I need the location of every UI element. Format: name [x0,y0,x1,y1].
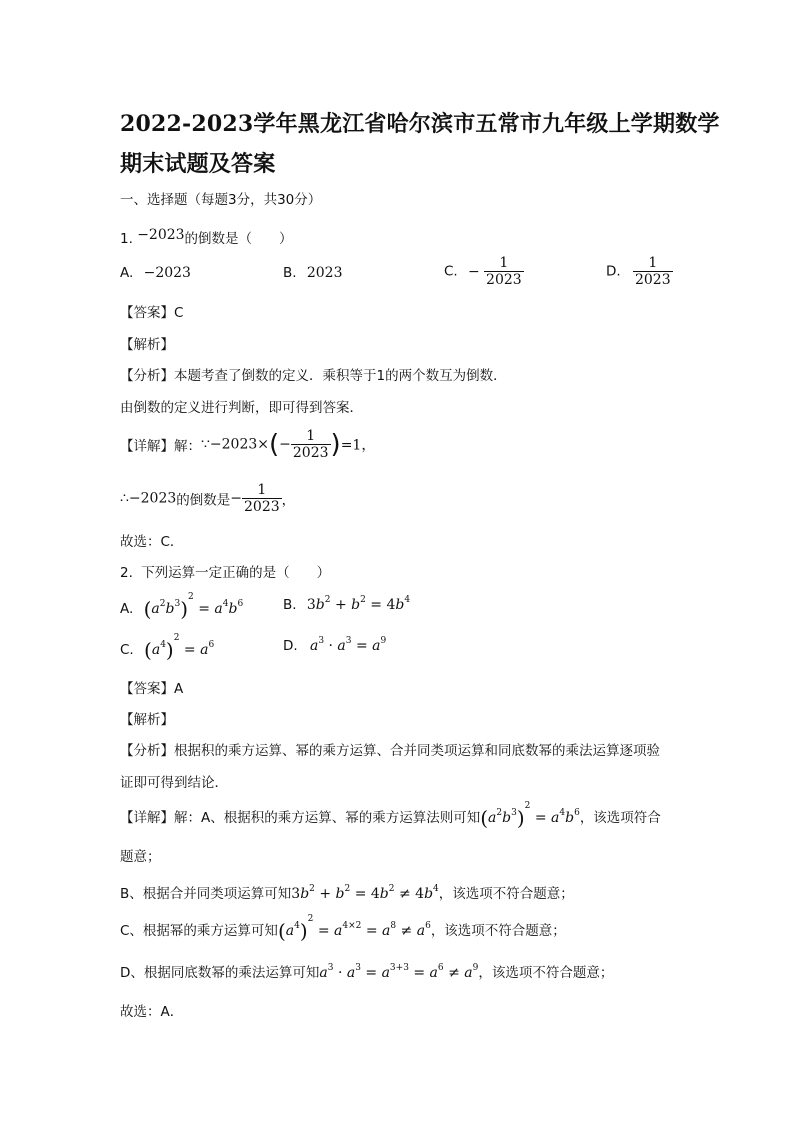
fraction-numerator: 1 [648,255,658,271]
right-paren-icon: ) [330,429,341,460]
q1-option-c [444,255,524,288]
q1-stem [120,227,293,247]
q1-conclusion-end: ， [281,492,296,509]
q1-option-a [120,265,191,281]
q2-detail-b-prefix: B、根据合并同类项运算可知 [120,886,292,902]
fraction-denominator: 2023 [634,272,671,288]
q1-math: −2023 [137,227,185,243]
q2-analysis-line1: 【分析】根据积的乘方运算、幂的乘方运算、合并同类项运算和同底数幂的乘法运算逐项验 [120,743,660,759]
q1-option-d [606,255,673,288]
q2-detail-a-prefix: 【详解】解：A、根据积的乘方运算、幂的乘方运算法则可知 [120,810,481,826]
q1-detail-equals: =1， [340,437,376,454]
q1-option-d-label: D. [606,263,621,280]
q1-detail-minus: − [279,436,291,453]
q2-analysis-title: 【解析】 [120,712,174,728]
fraction-denominator: 2023 [244,499,280,515]
q2-detail-c-prefix: C、根据幂的乘方运算可知 [120,923,278,939]
q1-option-b-value: 2023 [306,265,343,281]
q2-detail-d-expr: $a^3 \cdot a^3 = a^{3+3} = a^6 \ne a^9$ [319,963,479,981]
q2-choice: 故选：A． [120,1004,184,1020]
q2-option-d-expr: $a^3 \cdot a^3 = a^9$ [309,636,387,654]
q1-number: 1. [120,231,133,247]
q1-conclusion-prefix: ∴−2023 [120,490,177,507]
q1-answer: 【答案】C [120,305,184,321]
q2-detail-a [120,801,661,830]
q1-conclusion-minus: − [230,490,243,507]
q2-option-b-expr: $3b^2 + b^2 = 4b^4$ [306,595,411,613]
q2-detail-b-expr: $3b^2 + b^2 = 4b^2 \ne 4b^4$ [291,884,439,902]
fraction-denominator: 2023 [486,272,522,288]
q2-detail-c-expr: $(a^4)^2 = a^{4\times 2} = a^8 \ne a^6$ [277,914,431,943]
q2-detail-a-expr: $(a^2b^3)^2 = a^4b^6$ [480,801,580,830]
fraction-denominator: 2023 [292,445,329,461]
q1-option-a-label: A. [120,265,134,281]
q1-detail-expr: ∵−2023× [201,436,269,453]
q2-option-c-label: C. [120,642,134,658]
q2-detail-a-suffix: ，该选项符合 [579,810,661,826]
q1-option-a-value: −2023 [143,265,191,281]
q1-choice: 故选：C． [120,534,184,550]
q1-option-d-fraction [633,255,673,288]
q2-detail-b [120,882,574,902]
q2-detail-d [120,961,613,981]
q2-detail-d-suffix: ，该选项不符合题意； [478,965,614,981]
q1-analysis-title: 【解析】 [120,337,174,353]
q2-answer: 【答案】A [120,681,184,697]
q2-option-b-label: B. [283,597,297,613]
q1-option-c-sign: − [468,263,480,280]
q1-text: 的倒数是（ ） [184,231,293,247]
q1-option-b [283,265,343,281]
q2-option-b [283,597,410,613]
q2-detail-c [120,914,566,943]
doc-title-line2: 期末试题及答案 [120,151,276,177]
q1-conclusion [120,482,295,515]
q2-detail-a-line2: 题意； [120,849,161,865]
q2-detail-c-suffix: ，该选项不符合题意； [430,923,566,939]
q2-stem [120,561,330,581]
q2-number: 2. [120,565,133,581]
q1-option-b-label: B. [283,265,297,281]
fraction-numerator: 1 [499,255,509,271]
fraction-numerator: 1 [306,428,316,444]
q2-detail-d-prefix: D、根据同底数幂的乘法运算可知 [120,965,320,981]
q2-option-a-expr: $(a^2b^3)^2 = a^4b^6$ [143,592,244,621]
q2-detail-b-suffix: ，该选项不符合题意； [438,886,574,902]
q1-detail-prefix: 【详解】解： [120,438,201,455]
q2-option-c-expr: $(a^4)^2 = a^6$ [144,633,215,662]
q1-conclusion-text: 的倒数是 [176,492,231,509]
q2-option-c [120,633,215,662]
q1-detail-fraction [291,428,331,461]
q2-option-d [283,638,386,654]
q1-option-c-label: C. [444,263,458,280]
section-heading: 一、选择题（每题3分，共30分） [120,192,322,208]
q2-option-d-label: D. [283,638,298,654]
doc-title-line1: 2022-2023学年黑龙江省哈尔滨市五常市九年级上学期数学 [120,111,720,137]
q2-option-a [120,592,244,621]
q2-option-a-label: A. [120,601,134,617]
left-paren-icon: ( [269,429,280,460]
q1-conclusion-fraction [242,482,282,515]
q2-analysis-line2: 证即可得到结论． [120,775,228,791]
q1-option-c-fraction [484,255,524,288]
q1-analysis-line1: 【分析】本题考查了倒数的定义．乘积等于1的两个数互为倒数． [120,368,507,384]
q2-text: 下列运算一定正确的是（ ） [141,565,331,581]
fraction-numerator: 1 [257,482,267,498]
q1-detail [120,428,375,461]
q1-analysis-line2: 由倒数的定义进行判断，即可得到答案． [120,400,363,416]
